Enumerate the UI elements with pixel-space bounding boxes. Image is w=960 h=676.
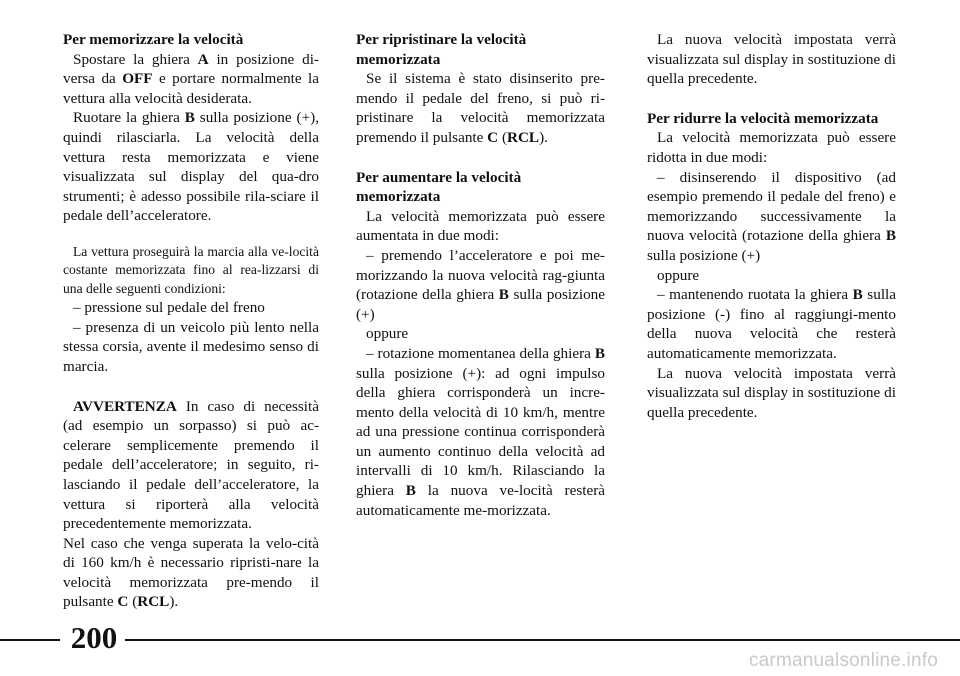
list-item-disengage [647,168,896,266]
bold-button-c: C [487,128,499,146]
paragraph-set-ring-a [63,50,319,109]
text-run: In caso di necessità (ad esempio un sorpasso) si può ac-celerare semplicemente premendo il pedale dell’acceleratore; in seguito, ri-lasciando il pedale dell’acceleratore, la vettura si riporterà alla velocità precedentemente memorizzata. [63,397,319,533]
bold-ring-b: B [852,286,863,304]
text-run: – rotazione momentanea della ghiera [366,344,595,362]
list-item-hold-ring [647,285,896,363]
bold-ring-b: B [184,109,195,127]
paragraph-restore [356,69,605,147]
warning-label: AVVERTENZA [73,397,177,415]
text-run: sulla posizione (+) [356,286,606,323]
page-number: 200 [70,620,118,655]
column-middle [356,30,605,520]
text-run: sulla posizione (+), quindi rilasciarla. La velocità della vettura resta memorizzata e viene visualizzata sul display del qua-dro strumenti; è adesso possibile rila-sciare il pedale dell’acceleratore. [63,109,319,225]
text-run: ( [498,128,507,146]
heading-memorize-speed: Per memorizzare la velocità [63,31,244,48]
bold-ring-b: B [594,344,605,362]
text-run: Spostare la ghiera [73,50,198,68]
bold-button-c: C [117,593,129,611]
paragraph-160-kmh [63,534,319,612]
paragraph-oppure: oppure [366,325,409,343]
heading-restore-speed: Per ripristinare la velocità memorizzata [356,31,527,68]
text-run: sulla posizione (-) fino al raggiungi-mento della nuova velocità che resterà automaticamente memorizzata. [647,286,896,362]
paragraph-warning [63,397,319,534]
bold-ring-b: B [885,227,896,245]
column-right [647,30,896,422]
footer-rule-right [125,639,960,641]
list-item-accelerator [356,246,605,324]
list-item-slower-vehicle: – presenza di un veicolo più lento nella stessa corsia, avente il medesimo senso di marcia. [63,318,319,375]
paragraph-oppure: oppure [657,266,700,284]
text-run: – premendo l’acceleratore e poi me-morizzando la nuova velocità rag-giunta (rotazione della ghiera [356,246,605,304]
text-run: e portare normalmente la vettura alla velocità desiderata. [63,70,319,107]
text-run: Se il sistema è stato disinserito pre-mendo il pedale del freno, si può ri-pristinare la velocità memorizzata premendo il pulsante [356,70,605,146]
list-item-momentary-rotation [356,344,605,520]
text-run: ). [539,128,548,146]
bold-ring-b: B [498,286,509,304]
text-run: – mantenendo ruotata la ghiera [657,286,853,304]
text-run: ( [128,593,138,611]
list-item-brake: – pressione sul pedale del freno [73,299,265,317]
paragraph-reduce-intro: La velocità memorizzata può essere ridotta in due modi: [647,129,896,166]
text-run: – disinserendo il dispositivo (ad esempio premendo il pedale del freno) e memorizzando successivamente la nuova velocità (rotazione della ghiera [647,168,896,245]
text-run: ). [169,593,179,611]
heading-increase-speed: Per aumentare la velocità memorizzata [356,168,522,206]
text-run: Ruotare la ghiera [73,109,185,127]
bold-off: OFF [122,70,153,88]
bold-rcl: RCL [507,128,540,146]
footer-rule-left [0,639,60,641]
text-run: sulla posizione (+) [647,246,761,264]
bold-ring-a: A [197,50,209,68]
column-left [63,30,319,612]
heading-reduce-speed: Per ridurre la velocità memorizzata [647,109,879,127]
text-run: Nel caso che venga superata la velo-cità di 160 km/h è necessario ripristi-nare la velocità memorizzata pre-mendo il pulsante [63,534,319,611]
text-run: in posizione di-versa da [63,50,319,88]
paragraph-new-speed-shown: La nuova velocità impostata verrà visualizzata sul display in sostituzione di quella precedente. [647,31,896,88]
paragraph-increase-intro: La velocità memorizzata può essere aumentata in due modi: [356,207,605,245]
paragraph-new-speed-shown-2: La nuova velocità impostata verrà visualizzata sul display in sostituzione di quella precedente. [647,364,896,421]
bold-rcl: RCL [137,593,170,611]
paragraph-rotate-ring-b [63,108,319,226]
bold-ring-b: B [405,482,416,500]
text-run: sulla posizione (+): ad ogni impulso della ghiera corrisponderà un incre-mento della velocità di 10 km/h, mentre ad una pressione continua corrisponderà un aumento continuo della velocità ad intervalli di 10 km/h. Rilasciando la ghiera [356,364,605,500]
text-run: la nuova ve-locità resterà automaticamente me-morizzata. [356,482,605,519]
paragraph-constant-speed: La vettura proseguirà la marcia alla ve-locità costante memorizzata fino al rea-lizzarsi di una delle seguenti condizioni: [63,243,319,296]
watermark: carmanualsonline.info [748,650,938,671]
